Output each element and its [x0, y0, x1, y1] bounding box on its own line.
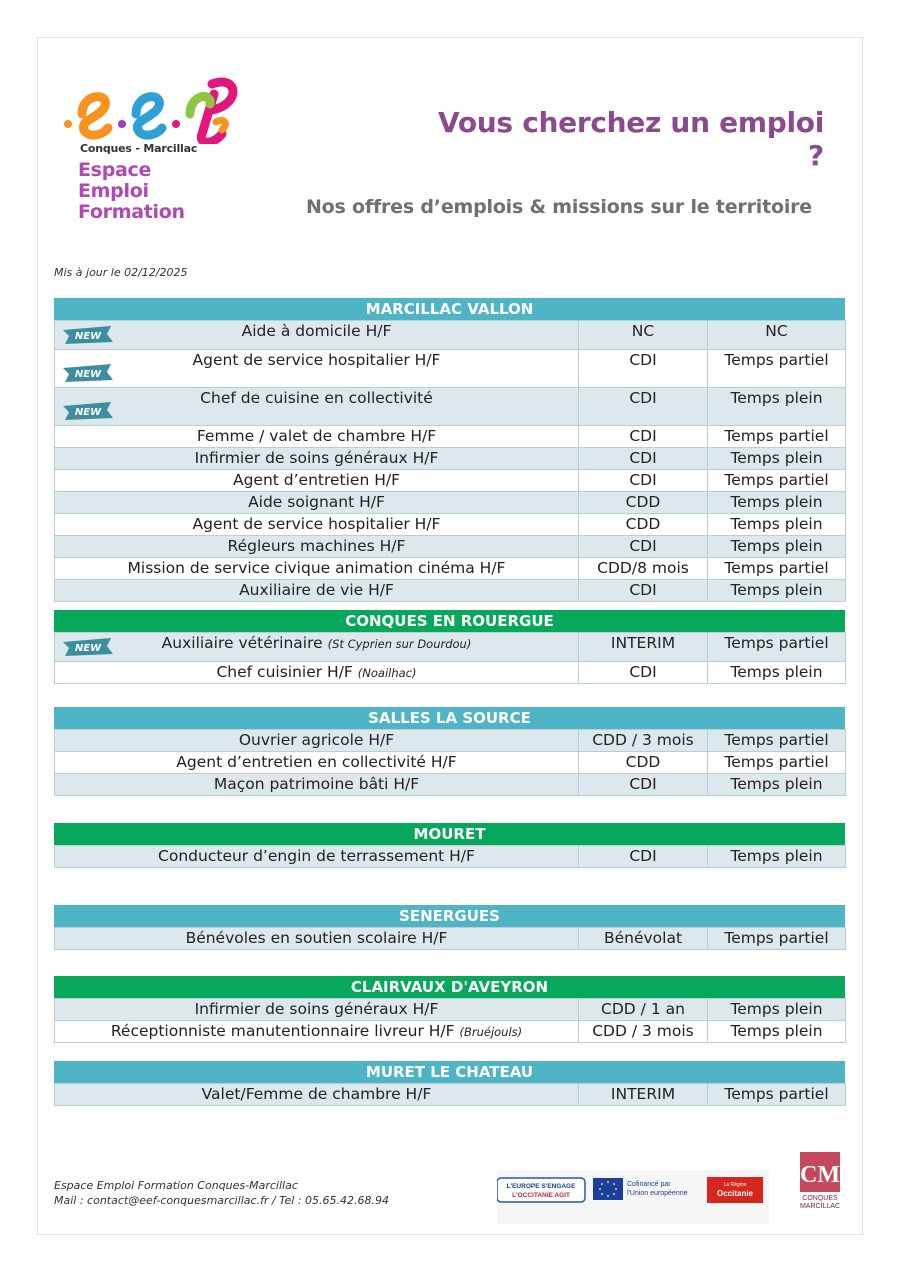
job-row: [55, 514, 846, 536]
job-title-cell: [55, 388, 579, 426]
job-row: [55, 426, 846, 448]
contract-type: CDD: [579, 752, 708, 774]
contract-type: CDI: [579, 350, 708, 388]
contract-type: Bénévolat: [579, 928, 708, 950]
contract-type: CDI: [579, 580, 708, 602]
new-badge-text: NEW: [74, 407, 102, 418]
eef-logo: [62, 74, 252, 224]
contract-type: CDI: [579, 426, 708, 448]
job-table: [54, 320, 846, 602]
new-badge-icon: [61, 400, 115, 422]
logo-word-emploi: Emploi: [78, 180, 149, 202]
contract-type: CDI: [579, 470, 708, 492]
work-time: Temps partiel: [708, 752, 846, 774]
eu-line2: l'Union européenne: [627, 1190, 688, 1197]
job-location: (St Cyprien sur Dourdou): [327, 637, 472, 651]
section-header: MOURET: [54, 823, 845, 845]
section-5: [54, 976, 845, 1043]
section-2: [54, 707, 845, 796]
region-small: La Région: [723, 1182, 747, 1188]
job-row: [55, 1021, 846, 1043]
job-title: Auxiliaire vétérinaire: [161, 634, 323, 652]
section-4: [54, 905, 845, 950]
new-badge-icon: [61, 362, 115, 384]
job-row: [55, 633, 846, 662]
work-time: Temps plein: [708, 999, 846, 1021]
job-row: [55, 999, 846, 1021]
section-1: [54, 610, 845, 684]
work-time: Temps plein: [708, 846, 846, 868]
section-header: CLAIRVAUX D'AVEYRON: [54, 976, 845, 998]
job-row: [55, 730, 846, 752]
footer: [54, 1178, 389, 1208]
job-title-cell: [55, 774, 579, 796]
job-title-cell: [55, 752, 579, 774]
job-row: [55, 774, 846, 796]
work-time: Temps plein: [708, 580, 846, 602]
job-title-cell: [55, 492, 579, 514]
new-badge-text: NEW: [74, 643, 102, 654]
job-title: Agent d’entretien en collectivité H/F: [176, 753, 457, 771]
section-3: [54, 823, 845, 868]
job-title: Chef cuisinier H/F: [216, 663, 353, 681]
contract-type: CDD: [579, 492, 708, 514]
job-table: [54, 729, 846, 796]
svg-text:CM: CM: [800, 1162, 840, 1188]
job-title: Régleurs machines H/F: [227, 537, 406, 555]
contract-type: CDI: [579, 774, 708, 796]
work-time: Temps partiel: [708, 426, 846, 448]
work-time: Temps partiel: [708, 470, 846, 492]
job-title-cell: [55, 558, 579, 580]
job-title-cell: [55, 846, 579, 868]
job-title-cell: [55, 321, 579, 350]
job-row: [55, 752, 846, 774]
new-badge-text: NEW: [74, 369, 102, 380]
partner-logos-graphic: [497, 1170, 769, 1224]
job-location: (Bruéjouls): [459, 1025, 523, 1039]
job-title: Maçon patrimoine bâti H/F: [213, 775, 420, 793]
section-0: [54, 298, 845, 602]
update-note: Mis à jour le 02/12/2025: [54, 266, 188, 279]
job-row: [55, 1084, 846, 1106]
job-title: Ouvrier agricole H/F: [238, 731, 395, 749]
eef-logo-mark: [62, 74, 242, 144]
page-title: Vous cherchez un emploi ?: [438, 106, 824, 172]
work-time: Temps plein: [708, 388, 846, 426]
new-badge-text: NEW: [74, 331, 102, 342]
job-title-cell: [55, 928, 579, 950]
cm-name2: MARCILLAC: [799, 1203, 841, 1210]
work-time: Temps partiel: [708, 350, 846, 388]
job-row: [55, 321, 846, 350]
contract-type: CDD: [579, 514, 708, 536]
job-row: [55, 350, 846, 388]
job-row: [55, 470, 846, 492]
section-header: MURET LE CHATEAU: [54, 1061, 845, 1083]
work-time: Temps plein: [708, 536, 846, 558]
region-name: Occitanie: [716, 1189, 754, 1198]
partner-logos: [497, 1170, 769, 1224]
job-title-cell: [55, 730, 579, 752]
eu-line1: Cofinancé par: [627, 1181, 671, 1188]
job-title: Infirmier de soins généraux H/F: [194, 1000, 439, 1018]
job-title-cell: [55, 448, 579, 470]
job-title-cell: [55, 662, 579, 684]
page-subtitle: Nos offres d’emplois & missions sur le territoire: [305, 196, 812, 218]
section-header: CONQUES EN ROUERGUE: [54, 610, 845, 632]
job-title-cell: [55, 999, 579, 1021]
new-badge-icon: [61, 636, 115, 658]
cm-logo-graphic: [798, 1152, 842, 1210]
contract-type: CDD/8 mois: [579, 558, 708, 580]
job-table: [54, 632, 846, 684]
job-title: Infirmier de soins généraux H/F: [194, 449, 439, 467]
work-time: Temps partiel: [708, 1084, 846, 1106]
new-badge-icon: [61, 324, 115, 346]
section-header: SENERGUES: [54, 905, 845, 927]
job-title: Agent d’entretien H/F: [232, 471, 401, 489]
job-title-cell: [55, 580, 579, 602]
work-time: Temps partiel: [708, 730, 846, 752]
job-title: Femme / valet de chambre H/F: [196, 427, 437, 445]
section-header: SALLES LA SOURCE: [54, 707, 845, 729]
job-title: Aide soignant H/F: [248, 493, 385, 511]
job-title: Réceptionniste manutentionnaire livreur H/F: [110, 1022, 455, 1040]
job-title-cell: [55, 536, 579, 558]
job-row: [55, 448, 846, 470]
job-location: (Noailhac): [357, 666, 417, 680]
job-title: Agent de service hospitalier H/F: [192, 351, 441, 369]
work-time: Temps partiel: [708, 633, 846, 662]
job-table: [54, 1083, 846, 1106]
work-time: Temps partiel: [708, 928, 846, 950]
job-title-cell: [55, 633, 579, 662]
contract-type: INTERIM: [579, 633, 708, 662]
footer-org: Espace Emploi Formation Conques-Marcillac: [54, 1179, 298, 1192]
job-row: [55, 388, 846, 426]
job-table: [54, 845, 846, 868]
job-title: Mission de service civique animation cinéma H/F: [127, 559, 506, 577]
contract-type: CDD / 3 mois: [579, 730, 708, 752]
europe-line2: L'OCCITANIE AGIT: [512, 1192, 570, 1199]
job-title: Aide à domicile H/F: [241, 322, 392, 340]
job-title-cell: [55, 1084, 579, 1106]
section-header: MARCILLAC VALLON: [54, 298, 845, 320]
conques-marcillac-logo: [798, 1152, 842, 1210]
work-time: Temps plein: [708, 662, 846, 684]
job-title-cell: [55, 426, 579, 448]
job-row: [55, 536, 846, 558]
job-title: Conducteur d’engin de terrassement H/F: [158, 847, 475, 865]
contract-type: CDD / 3 mois: [579, 1021, 708, 1043]
job-title: Chef de cuisine en collectivité: [200, 389, 433, 407]
job-title-cell: [55, 1021, 579, 1043]
job-title: Valet/Femme de chambre H/F: [201, 1085, 432, 1103]
contract-type: CDD / 1 an: [579, 999, 708, 1021]
job-row: [55, 846, 846, 868]
work-time: Temps plein: [708, 774, 846, 796]
contract-type: CDI: [579, 846, 708, 868]
job-title-cell: [55, 514, 579, 536]
job-table: [54, 927, 846, 950]
contract-type: CDI: [579, 662, 708, 684]
job-row: [55, 492, 846, 514]
job-row: [55, 928, 846, 950]
job-row: [55, 662, 846, 684]
work-time: Temps plein: [708, 492, 846, 514]
contract-type: CDI: [579, 448, 708, 470]
logo-word-formation: Formation: [78, 201, 185, 223]
job-title: Bénévoles en soutien scolaire H/F: [185, 929, 448, 947]
job-row: [55, 558, 846, 580]
job-table: [54, 998, 846, 1043]
logo-subtitle: Conques - Marcillac: [80, 142, 198, 155]
cm-name1: CONQUES: [802, 1195, 838, 1202]
job-title-cell: [55, 470, 579, 492]
work-time: Temps plein: [708, 514, 846, 536]
contract-type: INTERIM: [579, 1084, 708, 1106]
work-time: Temps plein: [708, 1021, 846, 1043]
contract-type: CDI: [579, 536, 708, 558]
job-title: Auxiliaire de vie H/F: [239, 581, 394, 599]
work-time: NC: [708, 321, 846, 350]
contract-type: CDI: [579, 388, 708, 426]
contract-type: NC: [579, 321, 708, 350]
section-6: [54, 1061, 845, 1106]
europe-line1: L'EUROPE S'ENGAGE: [506, 1183, 576, 1190]
logo-word-espace: Espace: [78, 159, 152, 181]
job-row: [55, 580, 846, 602]
footer-contact: Mail : contact@eef-conquesmarcillac.fr / Tel : 05.65.42.68.94: [54, 1194, 390, 1207]
work-time: Temps plein: [708, 448, 846, 470]
work-time: Temps partiel: [708, 558, 846, 580]
job-title-cell: [55, 350, 579, 388]
job-title: Agent de service hospitalier H/F: [192, 515, 441, 533]
